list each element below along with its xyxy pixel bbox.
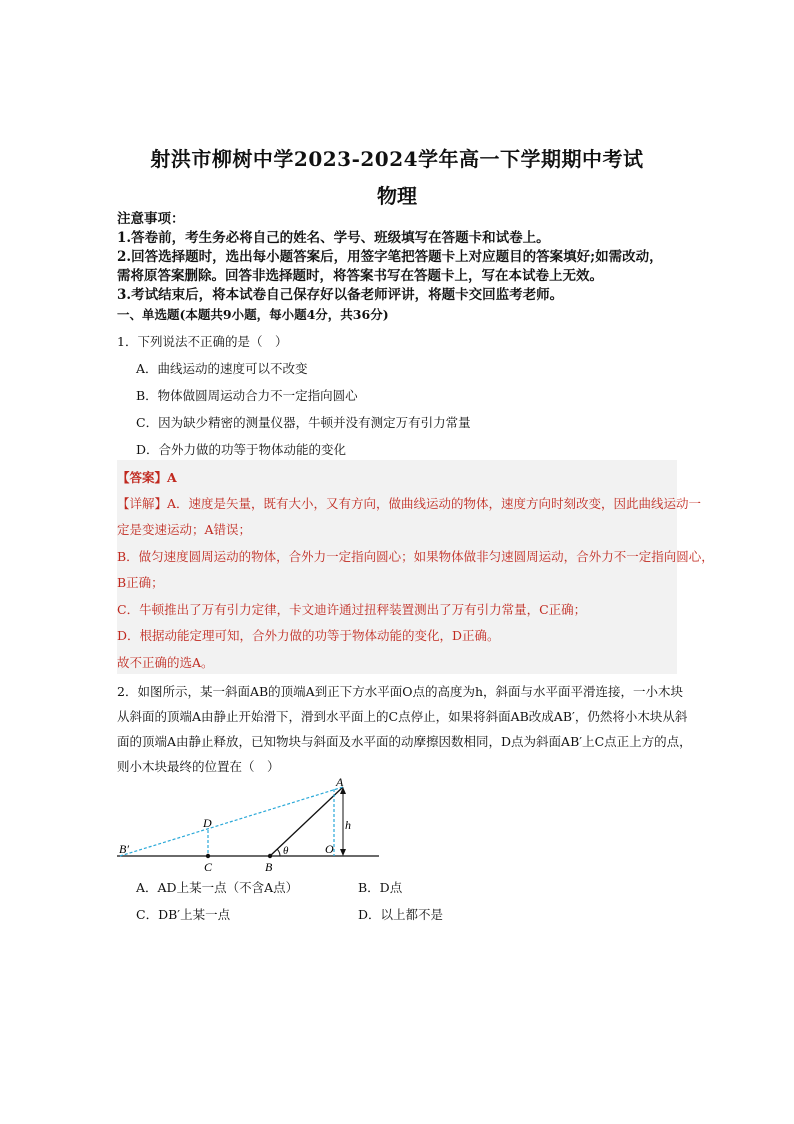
answer-explanation-line: D．根据动能定理可知，合外力做的功等于物体动能的变化，D正确。 <box>117 628 500 643</box>
answer-conclusion: 故不正确的选A。 <box>117 655 214 670</box>
answer-explanation-line: B正确； <box>117 575 164 590</box>
label-h: h <box>345 818 351 832</box>
dashed-ab-prime <box>120 787 343 856</box>
arrow-down-icon <box>340 849 346 856</box>
exam-subject: 物理 <box>377 184 417 208</box>
theta-arc <box>277 849 280 856</box>
label-b-prime: B′ <box>119 842 129 856</box>
answer-explanation-line: 定是变速运动；A错误； <box>117 522 252 537</box>
q2-stem-line: 则小木块最终的位置在（ ） <box>117 759 280 774</box>
question-1-stem: 1．下列说法不正确的是（ ） <box>117 334 288 349</box>
q2-stem-line: 面的顶端A由静止释放，已知物块与斜面及水平面的动摩擦因数相同，D点为斜面AB′上C点正上方的点， <box>117 734 692 749</box>
section-heading: 一、单选题(本题共9小题，每小题4分，共36分) <box>117 307 389 322</box>
q1-answer-box <box>117 460 714 674</box>
q1-option-c: C．因为缺少精密的测量仪器，牛顿并没有测定万有引力常量 <box>136 415 471 430</box>
q1-option-a: A．曲线运动的速度可以不改变 <box>136 361 308 376</box>
exam-title: 射洪市柳树中学2023-2024学年高一下学期期中考试 <box>150 147 644 171</box>
notice-block <box>117 210 687 305</box>
label-d: D <box>203 816 212 830</box>
notice-item: 1.答卷前，考生务必将自己的姓名、学号、班级填写在答题卡和试卷上。 <box>117 230 550 246</box>
label-o: O <box>325 842 334 856</box>
notice-item: 需将原答案删除。回答非选择题时，将答案书写在答题卡上，写在本试卷上无效。 <box>117 268 603 284</box>
answer-explanation-line: C．牛顿推出了万有引力定律，卡文迪许通过扭秤装置测出了万有引力常量，C正确； <box>117 602 587 617</box>
label-c: C <box>204 860 213 874</box>
notice-item: 2.回答选择题时，选出每小题答案后，用签字笔把答题卡上对应题目的答案填好;如需改动， <box>117 249 663 265</box>
question-2-stem <box>117 679 692 779</box>
notice-item: 3.考试结束后，将本试卷自己保存好以备老师评讲，将题卡交回监考老师。 <box>117 287 564 303</box>
q2-stem-line: 从斜面的顶端A由静止开始滑下，滑到水平面上的C点停止，如果将斜面AB改成AB′，仍然将小木块从斜 <box>117 709 688 724</box>
point-b <box>268 854 272 858</box>
answer-explanation-line: B．做匀速度圆周运动的物体，合外力一定指向圆心；如果物体做非匀速圆周运动，合外力不一定指向圆心， <box>117 549 714 564</box>
label-b: B <box>265 860 273 874</box>
q2-stem-line: 2．如图所示，某一斜面AB的顶端A到正下方水平面O点的高度为h，斜面与水平面平滑连接，一小木块 <box>117 684 683 699</box>
answer-explanation-line: 【详解】A．速度是矢量，既有大小，又有方向，做曲线运动的物体，速度方向时刻改变，因此曲线运动一 <box>117 496 702 511</box>
q1-option-d: D．合外力做的功等于物体动能的变化 <box>136 442 347 457</box>
q2-option-c: C．DB′上某一点 <box>136 907 231 922</box>
q2-option-a: A．AD上某一点（不含A点） <box>136 880 299 895</box>
q2-option-b: B．D点 <box>358 880 403 895</box>
label-theta: θ <box>283 845 289 857</box>
q1-option-b: B．物体做圆周运动合力不一定指向圆心 <box>136 388 358 403</box>
notice-heading: 注意事项： <box>117 211 185 227</box>
incline-diagram <box>117 775 387 875</box>
answer-label: 【答案】A <box>117 470 177 485</box>
point-c <box>206 854 210 858</box>
q2-option-d: D．以上都不是 <box>358 907 444 922</box>
label-a: A <box>336 775 344 789</box>
